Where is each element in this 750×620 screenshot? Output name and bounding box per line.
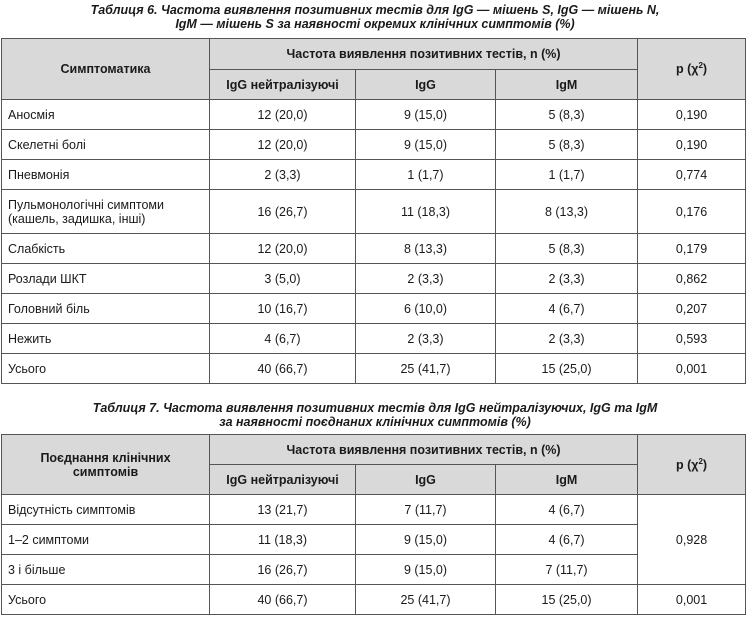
- cell-igm: 1 (1,7): [496, 160, 638, 190]
- cell-igm: 5 (8,3): [496, 130, 638, 160]
- cell-igg: 9 (15,0): [356, 100, 496, 130]
- table6-header-symptoms: Симптоматика: [2, 39, 210, 100]
- table6-header-igg-neutralizing: IgG нейтралізуючі: [210, 70, 356, 100]
- row-label: Усього: [2, 354, 210, 384]
- cell-igm: 15 (25,0): [496, 354, 638, 384]
- cell-igg: 11 (18,3): [356, 190, 496, 234]
- table-row: [2, 234, 746, 264]
- cell-igm: 4 (6,7): [496, 294, 638, 324]
- table7-header-igg-neutralizing: IgG нейтралізуючі: [210, 465, 356, 495]
- table-row-total: [2, 354, 746, 384]
- table7-header-igm: IgM: [496, 465, 638, 495]
- cell-igg: 1 (1,7): [356, 160, 496, 190]
- table6-header-p: p $(\chi^2)$: [638, 39, 746, 100]
- row-label: Нежить: [2, 324, 210, 354]
- table-row: [2, 100, 746, 130]
- table7-header-group: Частота виявлення позитивних тестів, n (%): [210, 435, 638, 465]
- cell-p-value: 0,001: [638, 585, 746, 615]
- cell-igg-neutralizing: 12 (20,0): [210, 234, 356, 264]
- table-row: [2, 160, 746, 190]
- cell-igg-neutralizing: 13 (21,7): [210, 495, 356, 525]
- cell-igg: 7 (11,7): [356, 495, 496, 525]
- row-label: Розлади ШКТ: [2, 264, 210, 294]
- cell-p-value: 0,179: [638, 234, 746, 264]
- cell-igm: 7 (11,7): [496, 555, 638, 585]
- cell-igg-neutralizing: 12 (20,0): [210, 130, 356, 160]
- cell-igg-neutralizing: 11 (18,3): [210, 525, 356, 555]
- table-row: [2, 294, 746, 324]
- row-label: Пневмонія: [2, 160, 210, 190]
- cell-igm: 2 (3,3): [496, 264, 638, 294]
- row-label: Слабкість: [2, 234, 210, 264]
- cell-igg-neutralizing: 12 (20,0): [210, 100, 356, 130]
- cell-igm: 4 (6,7): [496, 525, 638, 555]
- cell-igg: 9 (15,0): [356, 130, 496, 160]
- table-row: [2, 555, 746, 585]
- cell-igg-neutralizing: 2 (3,3): [210, 160, 356, 190]
- row-label: Аносмія: [2, 100, 210, 130]
- cell-igg-neutralizing: 4 (6,7): [210, 324, 356, 354]
- row-label: Скелетні болі: [2, 130, 210, 160]
- table-row: [2, 190, 746, 234]
- cell-igm: 8 (13,3): [496, 190, 638, 234]
- table6-header-row: [2, 39, 746, 70]
- cell-igg-neutralizing: 10 (16,7): [210, 294, 356, 324]
- cell-p-value: 0,190: [638, 130, 746, 160]
- cell-p-value: 0,774: [638, 160, 746, 190]
- cell-igg-neutralizing: 16 (26,7): [210, 555, 356, 585]
- cell-igg: 2 (3,3): [356, 264, 496, 294]
- cell-igm: 5 (8,3): [496, 100, 638, 130]
- table6-caption: [0, 3, 750, 31]
- cell-igg: 8 (13,3): [356, 234, 496, 264]
- table6: [1, 38, 746, 384]
- table6-header-igm: IgM: [496, 70, 638, 100]
- cell-igm: 15 (25,0): [496, 585, 638, 615]
- table-row-total: [2, 585, 746, 615]
- table6-header-igg: IgG: [356, 70, 496, 100]
- table7-header-p: p $(\chi^2)$: [638, 435, 746, 495]
- cell-igg: 25 (41,7): [356, 354, 496, 384]
- cell-igg: 9 (15,0): [356, 555, 496, 585]
- row-label: Пульмонологічні симптоми (кашель, задишка, інші): [2, 190, 210, 234]
- table7-caption: [0, 401, 750, 429]
- cell-igm: 2 (3,3): [496, 324, 638, 354]
- cell-igg-neutralizing: 16 (26,7): [210, 190, 356, 234]
- table7-header-row: [2, 435, 746, 465]
- cell-igg: 25 (41,7): [356, 585, 496, 615]
- row-label: 1–2 симптоми: [2, 525, 210, 555]
- cell-p-value: 0,593: [638, 324, 746, 354]
- cell-igg-neutralizing: 3 (5,0): [210, 264, 356, 294]
- table-row: [2, 264, 746, 294]
- table-row: [2, 495, 746, 525]
- table7: [1, 434, 746, 615]
- table6-caption-line2: IgM — мішень S за наявності окремих клінічних симптомів (%): [175, 17, 575, 31]
- cell-igm: 4 (6,7): [496, 495, 638, 525]
- row-label: Усього: [2, 585, 210, 615]
- row-label: Головний біль: [2, 294, 210, 324]
- table-row: [2, 324, 746, 354]
- table-row: [2, 525, 746, 555]
- cell-igm: 5 (8,3): [496, 234, 638, 264]
- cell-p-value: 0,862: [638, 264, 746, 294]
- table7-header-combination: Поєднання клінічних симптомів: [2, 435, 210, 495]
- cell-p-value: 0,207: [638, 294, 746, 324]
- table6-caption-line1: Таблиця 6. Частота виявлення позитивних тестів для IgG — мішень S, IgG — мішень N,: [90, 3, 660, 17]
- row-label: Відсутність симптомів: [2, 495, 210, 525]
- table7-caption-line1: Таблиця 7. Частота виявлення позитивних тестів для IgG нейтралізуючих, IgG та IgM: [92, 401, 658, 415]
- cell-igg: 6 (10,0): [356, 294, 496, 324]
- cell-p-value: 0,001: [638, 354, 746, 384]
- row-label: 3 і більше: [2, 555, 210, 585]
- cell-igg: 9 (15,0): [356, 525, 496, 555]
- cell-igg-neutralizing: 40 (66,7): [210, 354, 356, 384]
- table6-header-group: Частота виявлення позитивних тестів, n (%): [210, 39, 638, 70]
- cell-igg: 2 (3,3): [356, 324, 496, 354]
- table-row: [2, 130, 746, 160]
- table7-header-igg: IgG: [356, 465, 496, 495]
- cell-p-value: 0,190: [638, 100, 746, 130]
- table7-caption-line2: за наявності поєднаних клінічних симптомів (%): [219, 415, 531, 429]
- cell-p-value: 0,176: [638, 190, 746, 234]
- cell-p-value-merged: 0,928: [638, 495, 746, 585]
- cell-igg-neutralizing: 40 (66,7): [210, 585, 356, 615]
